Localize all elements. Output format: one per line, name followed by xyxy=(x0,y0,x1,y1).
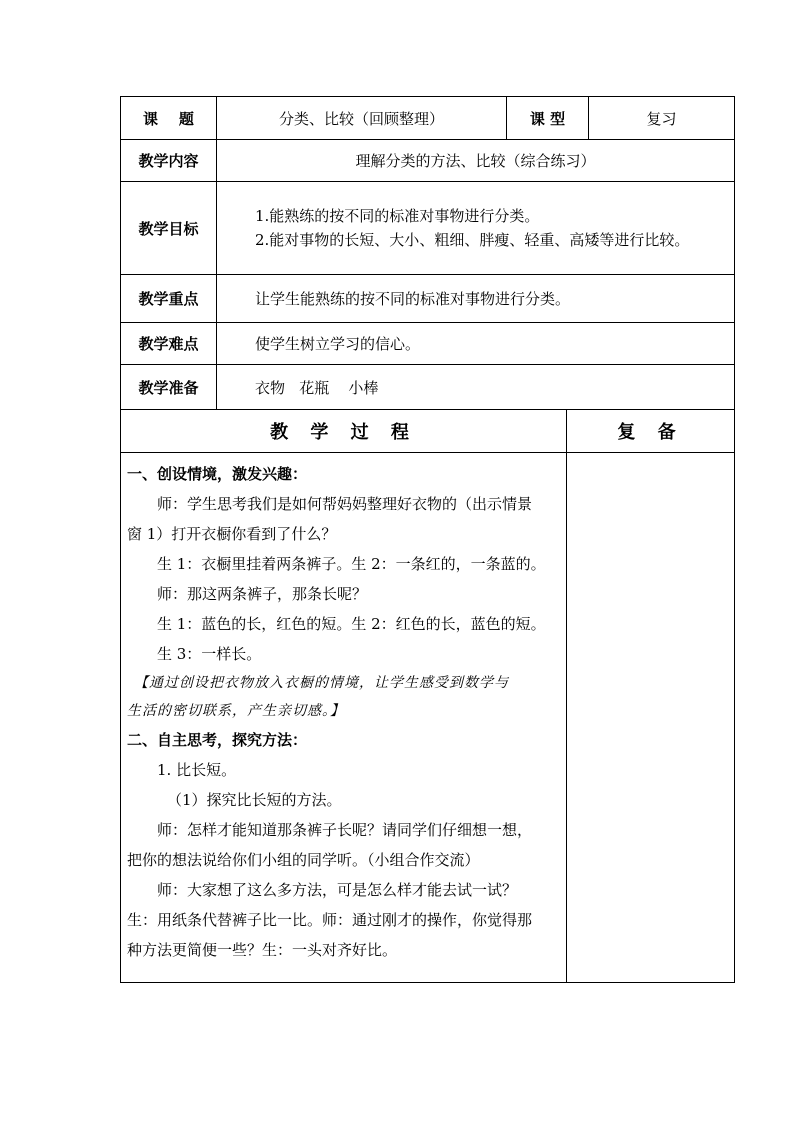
lesson-plan xyxy=(120,96,734,983)
list-item: 1. 比长短。 xyxy=(157,761,237,779)
type-label: 课 型 xyxy=(507,97,589,140)
row-process-header xyxy=(121,410,735,453)
section1-heading: 一、创设情境，激发兴趣： xyxy=(127,465,308,483)
row-difficulty xyxy=(121,323,735,365)
type-value: 复习 xyxy=(589,97,735,140)
paragraph: 种方法更简便一些？生：一头对齐好比。 xyxy=(127,941,398,959)
paragraph: 师：大家想了这么多方法，可是怎么样才能去试一试？ xyxy=(157,881,518,899)
row-goals xyxy=(121,182,735,275)
design-note: 生活的密切联系，产生亲切感。】 xyxy=(127,703,345,719)
row-key xyxy=(121,275,735,323)
row-subject xyxy=(121,97,735,140)
content-value: 理解分类的方法、比较（综合练习） xyxy=(217,140,735,182)
process-content xyxy=(121,453,567,983)
goal-item: 1.能熟练的按不同的标准对事物进行分类。 xyxy=(255,207,540,225)
key-value: 让学生能熟练的按不同的标准对事物进行分类。 xyxy=(217,275,735,323)
paragraph: 生 3：一样长。 xyxy=(157,645,262,663)
difficulty-value: 使学生树立学习的信心。 xyxy=(217,323,735,365)
row-process-body xyxy=(121,453,735,983)
process-title: 教 学 过 程 xyxy=(121,410,567,453)
difficulty-label: 教学难点 xyxy=(121,323,217,365)
paragraph: 师：学生思考我们是如何帮妈妈整理好衣物的（出示情景 xyxy=(157,495,533,513)
prep-value: 衣物 花瓶 小棒 xyxy=(217,365,735,410)
subject-value: 分类、比较（回顾整理） xyxy=(217,97,507,140)
prep-label: 教学准备 xyxy=(121,365,217,410)
paragraph: 生：用纸条代替裤子比一比。师：通过刚才的操作，你觉得那 xyxy=(127,911,533,929)
side-notes-cell[interactable] xyxy=(567,453,735,983)
goals-list xyxy=(217,182,735,275)
list-item: （1）探究比长短的方法。 xyxy=(167,791,342,809)
paragraph: 师：那这两条裤子，那条长呢？ xyxy=(157,585,368,603)
row-prep xyxy=(121,365,735,410)
paragraph: 把你的想法说给你们小组的同学听。（小组合作交流） xyxy=(127,851,480,869)
paragraph: 生 1：衣橱里挂着两条裤子。生 2：一条红的，一条蓝的。 xyxy=(157,555,546,573)
lesson-plan-table xyxy=(120,96,735,983)
goal-item: 2.能对事物的长短、大小、粗细、胖瘦、轻重、高矮等进行比较。 xyxy=(255,231,690,249)
content-label: 教学内容 xyxy=(121,140,217,182)
row-content xyxy=(121,140,735,182)
key-label: 教学重点 xyxy=(121,275,217,323)
paragraph: 窗 1）打开衣橱你看到了什么？ xyxy=(127,525,337,543)
subject-label: 课 题 xyxy=(121,97,217,140)
side-title: 复 备 xyxy=(567,410,735,453)
design-note: 【通过创设把衣物放入衣橱的情境，让学生感受到数学与 xyxy=(134,675,509,691)
paragraph: 生 1：蓝色的长，红色的短。生 2：红色的长，蓝色的短。 xyxy=(157,615,546,633)
paragraph: 师：怎样才能知道那条裤子长呢？请同学们仔细想一想， xyxy=(157,821,533,839)
section2-heading: 二、自主思考，探究方法： xyxy=(127,731,308,749)
goals-label: 教学目标 xyxy=(121,182,217,275)
